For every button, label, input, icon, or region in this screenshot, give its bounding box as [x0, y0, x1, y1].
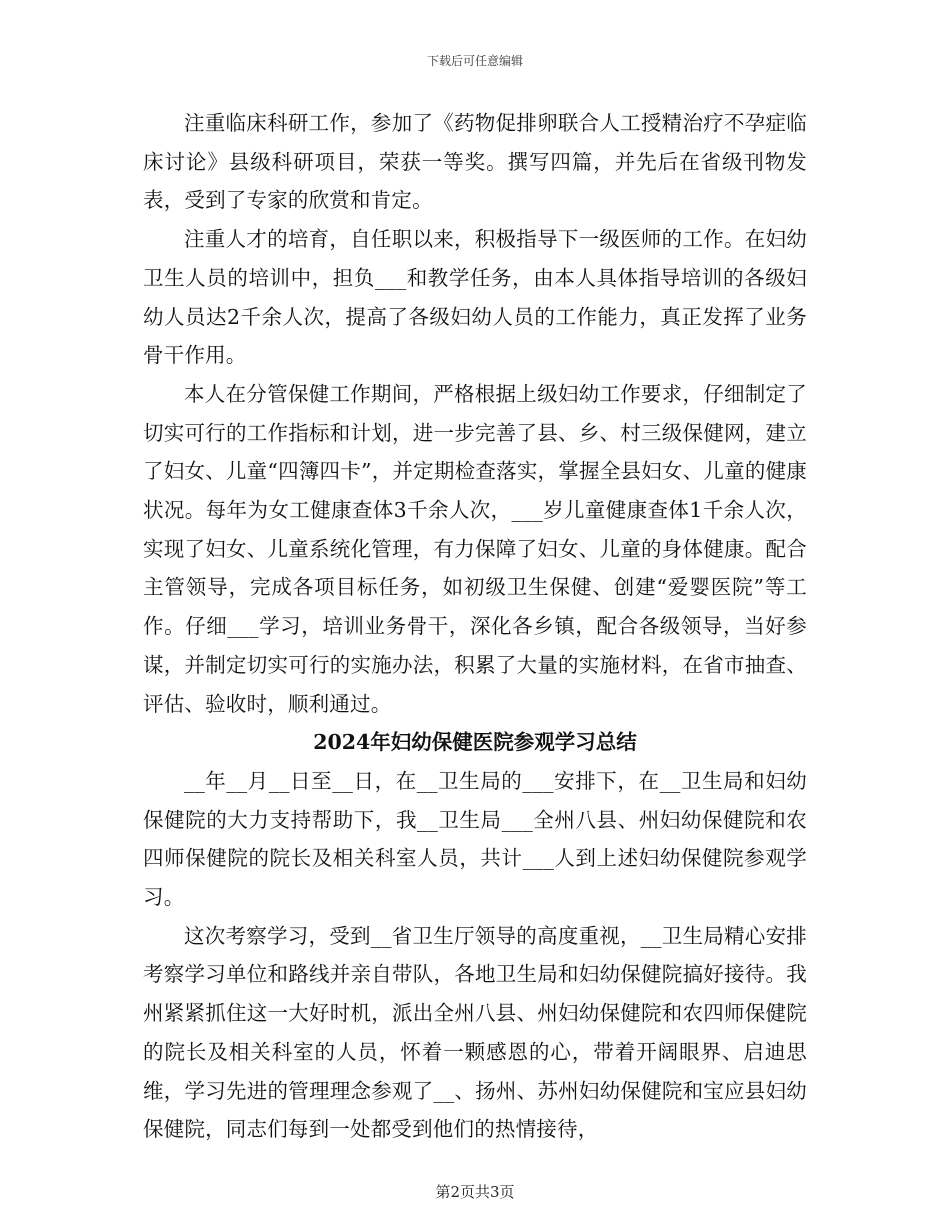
paragraph-training: 注重人才的培育，自任职以来，积极指导下一级医师的工作。在妇幼卫生人员的培训中，担负___和教学任务，由本人具体指导培训的各级妇幼人员达2千余人次，提高了各级妇幼人员的工作能力，真正发挥了业务骨干作用。 [143, 227, 807, 368]
paragraph-healthcare-management: 本人在分管保健工作期间，严格根据上级妇幼工作要求，仔细制定了切实可行的工作指标和计划，进一步完善了县、乡、村三级保健网，建立了妇女、儿童“四簿四卡”，并定期检查落实，掌握全县妇女、儿童的健康状况。每年为女工健康查体3千余人次，___岁儿童健康查体1千余人次，实现了妇女、儿童系统化管理，有力保障了妇女、儿童的身体健康。配合主管领导，完成各项目标任务，如初级卫生保健、创建“爱婴医院”等工作。仔细___学习，培训业务骨干，深化各乡镇，配合各级领导，当好参谋，并制定切实可行的实施办法，积累了大量的实施材料，在省市抽查、评估、验收时，顺利通过。 [143, 381, 807, 716]
paragraph-visit-intro: __年__月__日至__日，在__卫生局的___安排下，在__卫生局和妇幼保健院的大力支持帮助下，我__卫生局___全州八县、州妇幼保健院和农四师保健院的院长及相关科室人员，共计___人到上述妇幼保健院参观学习。 [143, 768, 807, 910]
paragraph-research: 注重临床科研工作，参加了《药物促排卵联合人工授精治疗不孕症临床讨论》县级科研项目，荣获一等奖。撰写四篇，并先后在省级刊物发表，受到了专家的欣赏和肯定。 [143, 111, 807, 213]
page-number: 第2页共3页 [435, 1183, 515, 1201]
document-body [143, 104, 807, 1149]
paragraph-visit-details: 这次考察学习，受到__省卫生厅领导的高度重视，__卫生局精心安排考察学习单位和路线并亲自带队，各地卫生局和妇幼保健院搞好接待。我州紧紧抓住这一大好时机，派出全州八县、州妇幼保健院和农四师保健院的院长及相关科室的人员，怀着一颗感恩的心，带着开阔眼界、启迪思维，学习先进的管理理念参观了__、扬州、苏州妇幼保健院和宝应县妇幼保健院，同志们每到一处都受到他们的热情接待， [143, 923, 807, 1142]
page-header-note: 下载后可任意编辑 [426, 54, 523, 68]
section-title: 2024年妇幼保健医院参观学习总结 [313, 730, 637, 755]
